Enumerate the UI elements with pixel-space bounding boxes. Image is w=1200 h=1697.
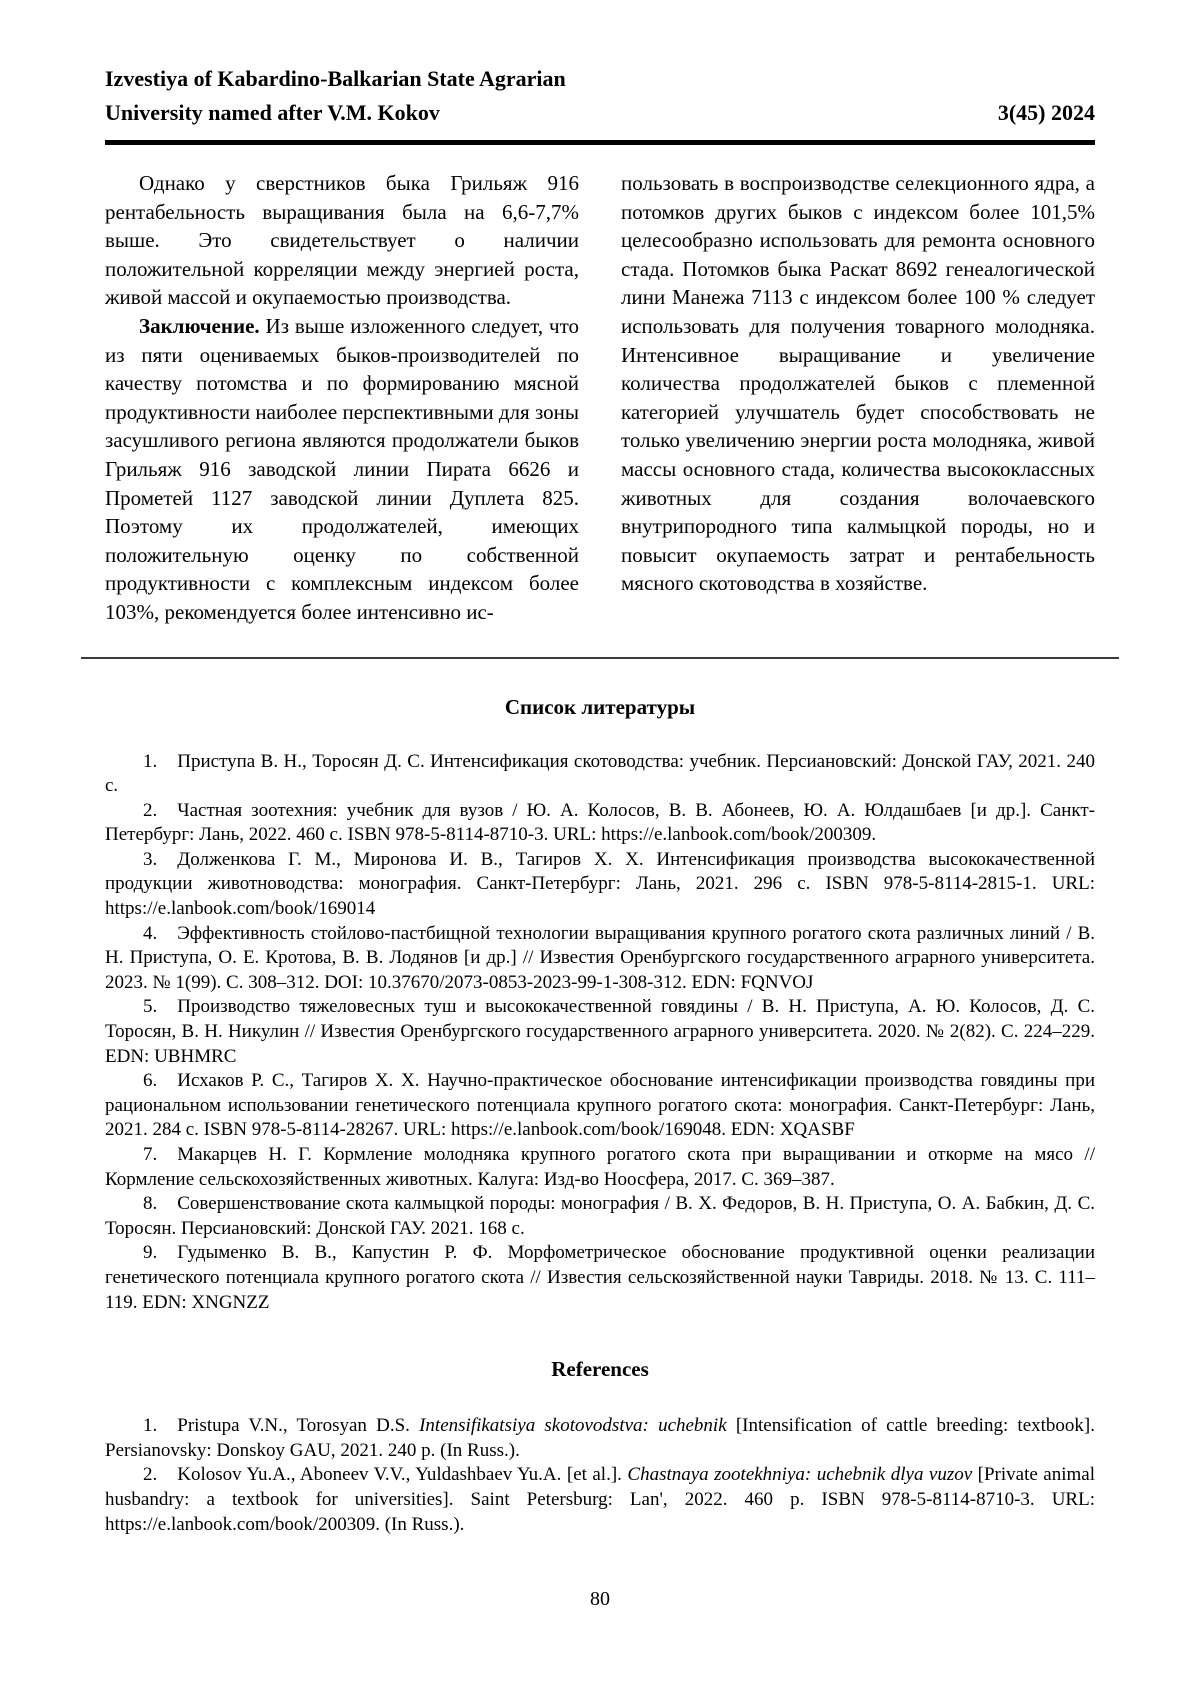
reference-number: 5. <box>143 996 158 1018</box>
reference-number: 4. <box>143 922 158 944</box>
references-ru-heading: Список литературы <box>504 694 696 719</box>
reference-number: 3. <box>143 848 158 870</box>
section-divider <box>81 657 1119 659</box>
reference-text: [Private animal husbandry: a textbook for universities]. Saint Petersburg: Lan', 2022. 460 p. ISBN 978-5-8114-8710-3. URL: https://e.lanbook.com/book/200309. (In Russ.). <box>105 1464 1095 1535</box>
reference-item <box>105 995 1095 1069</box>
issue-number: 3(45) 2024 <box>997 100 1095 125</box>
reference-text: Долженкова Г. М., Миронова И. В., Тагиров Х. Х. Интенсификация производства высококачественной продукции животноводства: монография. Санкт-Петербург: Лань, 2021. 296 с. ISBN 978-5-8114-2815-1. URL: https://e.lanbook.com/book/169014 <box>105 848 1095 920</box>
body-paragraph: Однако у сверстников быка Грильяж 916 рентабельность выращивания была на 6,6-7,7% выше. Это свидетельствует о наличии положительной корреляции между энергией роста, живой массой и окупаемостью производства. <box>105 171 579 310</box>
reference-number: 6. <box>143 1070 158 1092</box>
reference-text: Макарцев Н. Г. Кормление молодняка крупного рогатого скота при выращивании и откорме на мясо // Кормление сельскохозяйственных животных. Калуга: Изд-во Ноосфера, 2017. С. 369–387. <box>105 1144 1095 1190</box>
reference-text: Kolosov Yu.A., Aboneev V.V., Yuldashbaev Yu.A. [et al.]. <box>177 1464 628 1486</box>
reference-text: Гудыменко В. В., Капустин Р. Ф. Морфометрическое обоснование продуктивной оценки реализации генетического потенциала крупного рогатого скота // Известия сельскозяйственной науки Тавриды. 2018. № 13. С. 111–119. EDN: XNGNZZ <box>105 1242 1095 1313</box>
references-en-list <box>105 1414 1095 1537</box>
reference-item <box>105 922 1095 996</box>
left-column <box>105 169 579 627</box>
reference-text-italic: Chastnaya zootekhniya: uchebnik dlya vuzov <box>627 1464 973 1486</box>
conclusion-text: Из выше изложенного следует, что из пяти оцениваемых быков-производителей по качеству потомства и по формированию мясной продуктивности наиболее перспективными для зоны засушливого региона являются продолжатели быков Грильяж 916 заводской линии Пирата 6626 и Прометей 1127 заводской линии Дуплета 825. Поэтому их продолжателей, имеющих положительную оценку по собственной продуктивности с комплексным индексом более 103%, рекомендуется более интенсивно ис- <box>105 313 579 624</box>
reference-item <box>105 1241 1095 1315</box>
journal-title <box>105 62 566 130</box>
journal-title-line2: University named after V.M. Kokov <box>105 100 440 125</box>
reference-item <box>105 799 1095 848</box>
conclusion-label: Заключение. <box>139 313 260 338</box>
reference-text: Эффективность стойлово-пастбищной технологии выращивания крупного рогатого скота различных линий / В. Н. Приступа, О. Е. Кротова, В. В. Лодянов [и др.] // Известия Оренбургского государственного аграрного университета. 2023. № 1(99). С. 308–312. DOI: 10.37670/2073-0853-2023-99-1-308-312. EDN: FQNVOJ <box>105 922 1095 993</box>
reference-number: 1. <box>143 750 158 772</box>
reference-item <box>105 848 1095 922</box>
reference-text: Частная зоотехния: учебник для вузов / Ю. А. Колосов, В. В. Абонеев, Ю. А. Юлдашбаев [и др.]. Санкт-Петербург: Лань, 2022. 460 с. ISBN 978-5-8114-8710-3. URL: https://e.lanbook.com/book/200309. <box>105 799 1095 846</box>
reference-number: 2. <box>143 1464 158 1486</box>
reference-text: Приступа В. Н., Торосян Д. С. Интенсификация скотоводства: учебник. Персиановский: Донской ГАУ, 2021. 240 с. <box>105 750 1095 797</box>
journal-title-line1: Izvestiya of Kabardino-Balkarian State Agrarian <box>105 66 566 91</box>
article-body <box>105 169 1095 627</box>
references-en-heading: References <box>551 1357 649 1382</box>
reference-text-italic: Intensifikatsiya skotovodstva: uchebnik <box>419 1415 727 1437</box>
reference-item <box>105 1069 1095 1143</box>
reference-item <box>105 1463 1095 1537</box>
reference-text: Исхаков Р. С., Тагиров Х. Х. Научно-практическое обоснование интенсификации производства говядины при рациональном использовании генетического потенциала крупного рогатого скота: монография. Санкт-Петербург: Лань, 2021. 284 с. ISBN 978-5-8114-28267. URL: https://e.lanbook.com/book/169048. EDN: XQASBF <box>105 1070 1095 1141</box>
reference-text: Совершенствование скота калмыцкой породы: монография / В. Х. Федоров, В. Н. Приступа, О. А. Бабкин, Д. С. Торосян. Персиановский: Донской ГАУ. 2021. 168 с. <box>105 1193 1095 1239</box>
reference-item <box>105 750 1095 799</box>
body-paragraph: пользовать в воспроизводстве селекционного ядра, а потомков других быков с индексом более 101,5% целесообразно использовать для ремонта основного стада. Потомков быка Раскат 8692 генеалогической лини Манежа 7113 с индексом более 100 % следует использовать для получения товарного молодняка. Интенсивное выращивание и увеличение количества продолжателей быков с племенной категорией улучшатель будет способствовать не только увеличению энергии роста молодняка, живой массы основного стада, количества высококлассных животных для создания волочаевского внутрипородного типа калмыцкой породы, но и повысит окупаемость затрат и рентабельность мясного скотоводства в хозяйстве. <box>621 171 1095 596</box>
reference-text: Pristupa V.N., Torosyan D.S. <box>177 1415 420 1437</box>
reference-number: 9. <box>143 1242 158 1264</box>
page-footer <box>105 1588 1095 1697</box>
header-rule <box>105 140 1095 145</box>
reference-number: 1. <box>143 1415 158 1437</box>
page-header <box>105 62 1095 130</box>
reference-item <box>105 1414 1095 1463</box>
references-ru-list <box>105 750 1095 1316</box>
reference-number: 8. <box>143 1193 158 1215</box>
right-column <box>621 169 1095 627</box>
reference-number: 2. <box>143 799 158 821</box>
reference-number: 7. <box>143 1144 158 1165</box>
reference-text: Производство тяжеловесных туш и высококачественной говядины / В. Н. Приступа, А. Ю. Колосов, Д. С. Торосян, В. Н. Никулин // Известия Оренбургского государственного аграрного университета. 2020. № 2(82). С. 224–229. EDN: UBHMRC <box>105 996 1095 1067</box>
reference-item <box>105 1192 1095 1241</box>
reference-text: [Intensification of cattle breeding: textbook]. Persianovsky: Donskoy GAU, 2021. 240 p. (In Russ.). <box>105 1415 1096 1461</box>
page-number: 80 <box>590 1588 610 1610</box>
conclusion-paragraph <box>105 312 579 627</box>
reference-item <box>105 1143 1095 1192</box>
